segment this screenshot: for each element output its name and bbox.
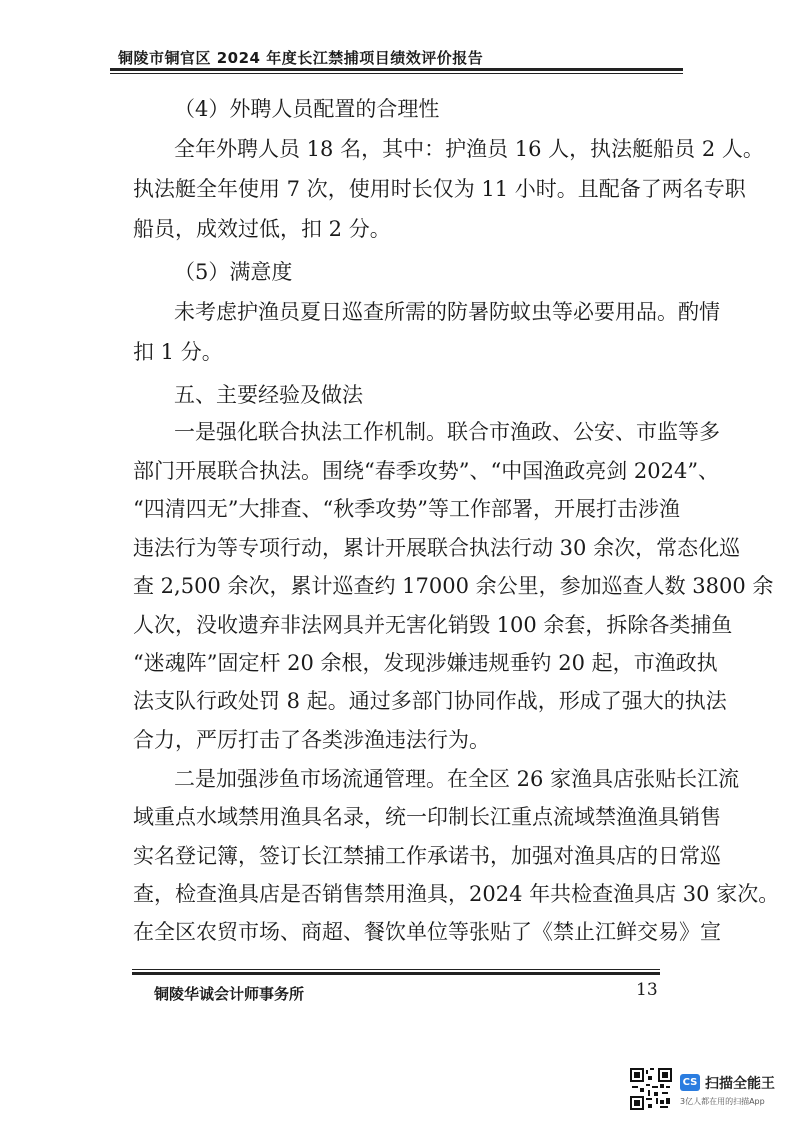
paragraph-line: 查，检查渔具店是否销售禁用渔具，2024 年共检查渔具店 30 家次。 [133, 882, 780, 906]
paragraph-line: 船员，成效过低，扣 2 分。 [133, 217, 391, 241]
paragraph-line: 执法艇全年使用 7 次，使用时长仅为 11 小时。且配备了两名专职 [133, 177, 746, 201]
paragraph-line: 法支队行政处罚 8 起。通过多部门协同作战，形成了强大的执法 [133, 689, 727, 713]
page-number: 13 [636, 980, 658, 1000]
section-heading-5: （5）满意度 [174, 260, 293, 284]
paragraph-line: 一是强化联合执法工作机制。联合市渔政、公安、市监等多 [174, 420, 720, 444]
paragraph-line: 违法行为等专项行动，累计开展联合执法行动 30 余次，常态化巡 [133, 536, 741, 560]
camscanner-app-name: 扫描全能王 [705, 1076, 775, 1092]
report-header-title: 铜陵市铜官区 2024 年度长江禁捕项目绩效评价报告 [118, 49, 484, 67]
footer-firm-name: 铜陵华诚会计师事务所 [154, 985, 305, 1003]
chapter-heading-5: 五、主要经验及做法 [174, 383, 363, 407]
paragraph-line: 未考虑护渔员夏日巡查所需的防暑防蚊虫等必要用品。酌情 [174, 300, 720, 324]
section-heading-4: （4）外聘人员配置的合理性 [174, 97, 440, 121]
camscanner-badge: CS [680, 1074, 700, 1091]
paragraph-line: 域重点水域禁用渔具名录，统一印制长江重点流域禁渔渔具销售 [133, 805, 721, 829]
paragraph-line: 实名登记簿，签订长江禁捕工作承诺书，加强对渔具店的日常巡 [133, 844, 721, 868]
paragraph-line: “四清四无”大排查、“秋季攻势”等工作部署，开展打击涉渔 [133, 497, 680, 521]
qr-code-icon [630, 1068, 672, 1110]
paragraph-line: 部门开展联合执法。围绕“春季攻势”、“中国渔政亮剑 2024”、 [133, 459, 720, 483]
paragraph-line: 合力，严厉打击了各类涉渔违法行为。 [133, 728, 490, 752]
camscanner-tagline: 3亿人都在用的扫描App [680, 1097, 765, 1106]
paragraph-line: 扣 1 分。 [133, 340, 223, 364]
paragraph-line: 二是加强涉鱼市场流通管理。在全区 26 家渔具店张贴长江流 [174, 767, 740, 791]
paragraph-line: 全年外聘人员 18 名，其中：护渔员 16 人，执法艇船员 2 人。 [174, 137, 764, 161]
paragraph-line: 查 2,500 余次，累计巡查约 17000 余公里，参加巡查人数 3800 余 [133, 574, 774, 598]
paragraph-line: “迷魂阵”固定杆 20 余根，发现涉嫌违规垂钓 20 起，市渔政执 [133, 651, 718, 675]
paragraph-line: 在全区农贸市场、商超、餐饮单位等张贴了《禁止江鲜交易》宣 [133, 920, 721, 944]
footer-rule [132, 969, 660, 975]
paragraph-line: 人次，没收遗弃非法网具并无害化销毁 100 余套，拆除各类捕鱼 [133, 613, 733, 637]
header-rule [110, 68, 683, 74]
